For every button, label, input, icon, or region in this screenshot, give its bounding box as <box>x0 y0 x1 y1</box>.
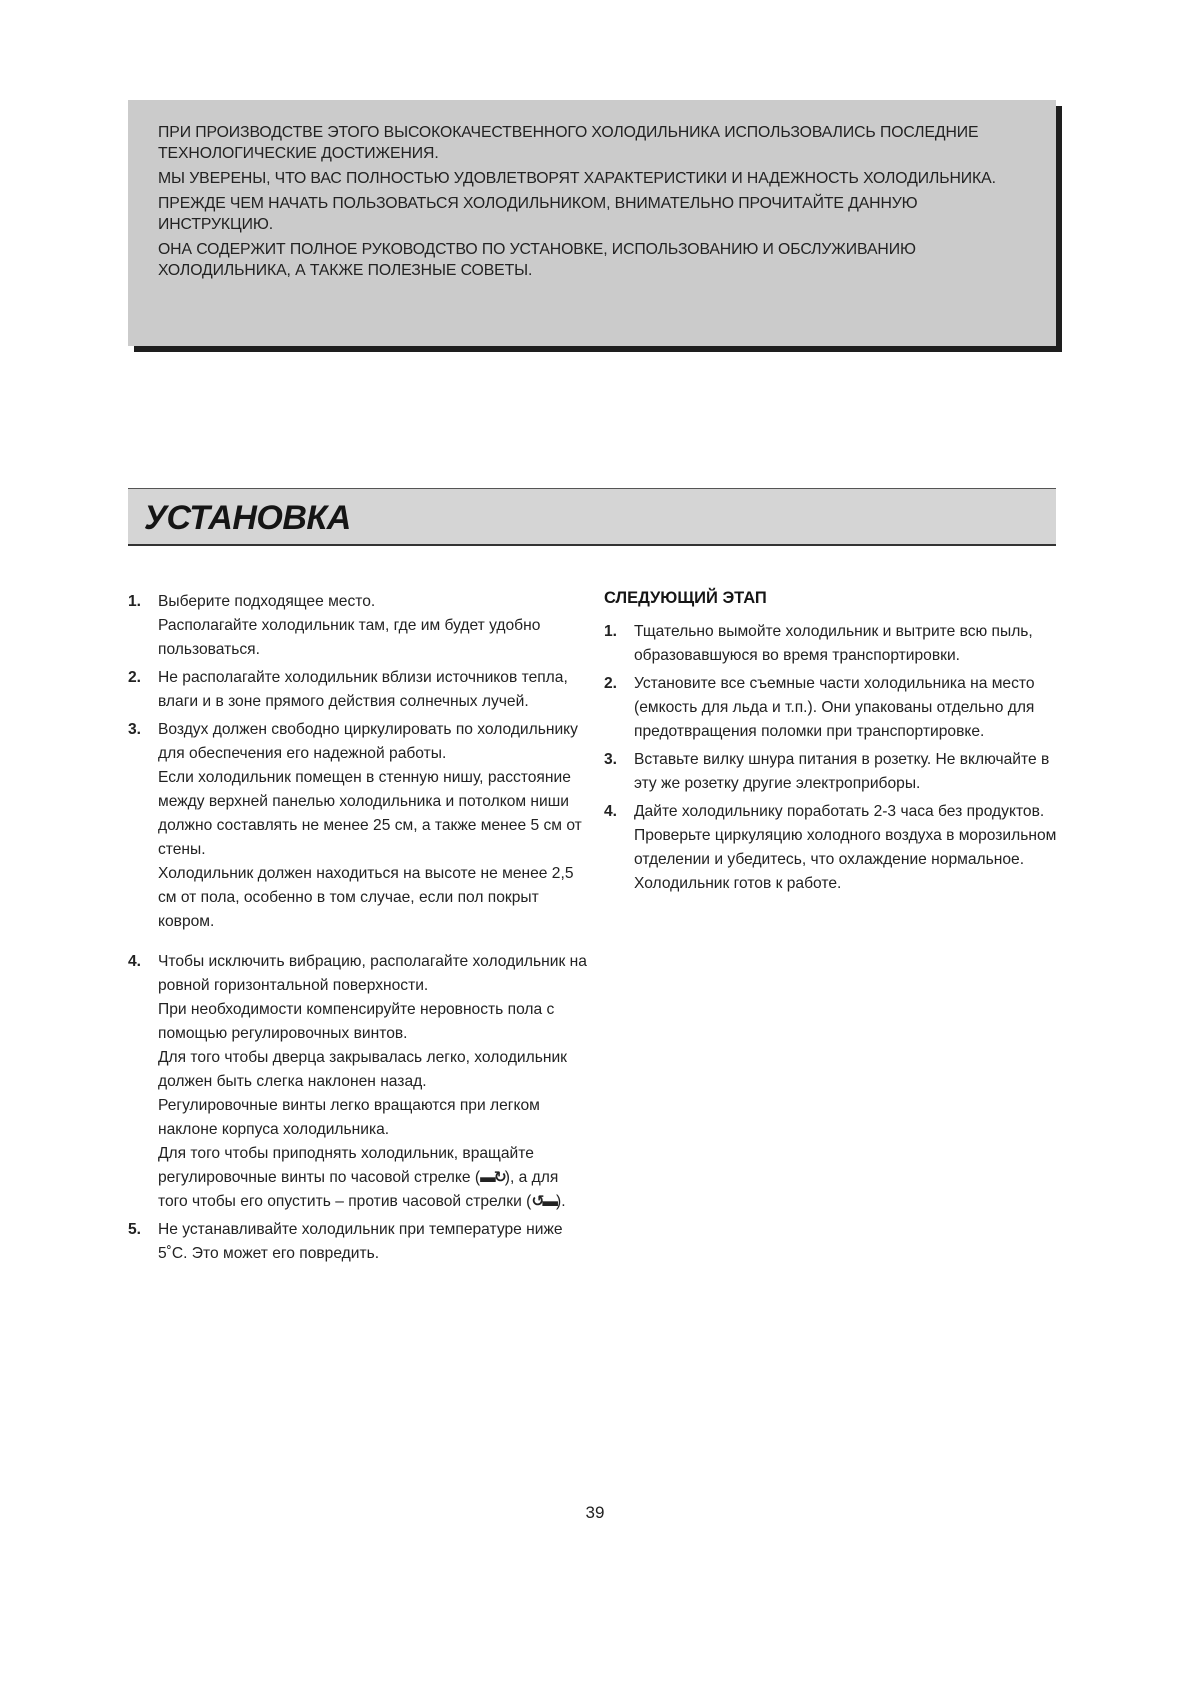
list-item <box>604 672 1064 744</box>
intro-paragraph: ПРЕЖДЕ ЧЕМ НАЧАТЬ ПОЛЬЗОВАТЬСЯ ХОЛОДИЛЬНИКОМ, ВНИМАТЕЛЬНО ПРОЧИТАЙТЕ ДАННУЮ ИНСТРУКЦИЮ. <box>158 195 918 233</box>
list-item <box>128 950 588 1214</box>
item-text: Вставьте вилку шнура питания в розетку. Не включайте в эту же розетку другие электроприборы. <box>634 751 1050 792</box>
intro-notice-box <box>128 100 1056 346</box>
item-text: Не устанавливайте холодильник при температуре ниже 5˚С. Это может его повредить. <box>158 1221 563 1262</box>
item-number: 1. <box>128 593 142 610</box>
item-text: Холодильник готов к работе. <box>634 875 842 892</box>
item-text: Холодильник должен находиться на высоте не менее 2,5 см от пола, особенно в том случае, если пол покрыт ковром. <box>158 865 574 930</box>
item-text: Воздух должен свободно циркулировать по холодильнику для обеспечения его надежной работы. <box>158 721 578 762</box>
item-text: Не располагайте холодильник вблизи источников тепла, влаги и в зоне прямого действия солнечных лучей. <box>158 669 568 710</box>
item-number: 3. <box>604 751 618 768</box>
section-header <box>128 488 1056 546</box>
intro-paragraph: ОНА СОДЕРЖИТ ПОЛНОЕ РУКОВОДСТВО ПО УСТАНОВКЕ, ИСПОЛЬЗОВАНИЮ И ОБСЛУЖИВАНИЮ ХОЛОДИЛЬНИКА, А ТАКЖЕ ПОЛЕЗНЫЕ СОВЕТЫ. <box>158 241 916 279</box>
list-item <box>128 666 588 714</box>
list-item <box>604 748 1064 796</box>
item-number: 2. <box>128 669 142 686</box>
list-item <box>604 800 1064 896</box>
installation-steps-column <box>128 590 588 1266</box>
item-text: Располагайте холодильник там, где им будет удобно пользоваться. <box>158 617 541 658</box>
item-text: Дайте холодильнику поработать 2-3 часа без продуктов. <box>634 803 1045 820</box>
item-number: 2. <box>604 675 618 692</box>
item-number: 4. <box>604 803 618 820</box>
item-text: При необходимости компенсируйте неровность пола с помощью регулировочных винтов. <box>158 1001 555 1042</box>
intro-paragraph: ПРИ ПРОИЗВОДСТВЕ ЭТОГО ВЫСОКОКАЧЕСТВЕННОГО ХОЛОДИЛЬНИКА ИСПОЛЬЗОВАЛИСЬ ПОСЛЕДНИЕ ТЕХНОЛОГИЧЕСКИЕ ДОСТИЖЕНИЯ. <box>158 124 979 162</box>
list-item <box>128 718 588 934</box>
item-number: 5. <box>128 1221 142 1238</box>
section-title: УСТАНОВКА <box>144 499 351 537</box>
item-number: 3. <box>128 721 142 738</box>
next-step-column <box>604 586 1064 896</box>
item-text: Если холодильник помещен в стенную нишу, расстояние между верхней панелью холодильника и потолком ниши должно составлять не менее 25 см, а также менее 5 см от стены. <box>158 769 582 858</box>
list-item <box>128 1218 588 1266</box>
item-number: 1. <box>604 623 618 640</box>
counterclockwise-arrow-icon: ↺▬ <box>531 1193 557 1210</box>
rotate-text-start: Для того чтобы приподнять холодильник, вращайте регулировочные винты по часовой стрелке ( <box>158 1145 534 1186</box>
item-text: Тщательно вымойте холодильник и вытрите всю пыль, образовавшуюся во время транспортировки. <box>634 623 1033 664</box>
item-number: 4. <box>128 953 142 970</box>
next-step-title: СЛЕДУЮЩИЙ ЭТАП <box>604 589 767 607</box>
item-text: Регулировочные винты легко вращаются при легком наклоне корпуса холодильника. <box>158 1097 540 1138</box>
item-text: Проверьте циркуляцию холодного воздуха в морозильном отделении и убедитесь, что охлаждение нормальное. <box>634 827 1057 868</box>
item-text: Установите все съемные части холодильника на место (емкость для льда и т.п.). Они упакованы отдельно для предотвращения поломки при транспортировке. <box>634 675 1035 740</box>
intro-paragraph: МЫ УВЕРЕНЫ, ЧТО ВАС ПОЛНОСТЬЮ УДОВЛЕТВОРЯТ ХАРАКТЕРИСТИКИ И НАДЕЖНОСТЬ ХОЛОДИЛЬНИКА. <box>158 170 996 187</box>
rotate-text-end: ). <box>556 1193 566 1210</box>
rotate-text-mid: ), а для того чтобы его опустить – против часовой стрелки ( <box>158 1169 559 1210</box>
clockwise-arrow-icon: ▬↻ <box>480 1169 505 1186</box>
item-text: Для того чтобы дверца закрывалась легко, холодильник должен быть слегка наклонен назад. <box>158 1049 568 1090</box>
item-text <box>158 1142 588 1214</box>
page-number: 39 <box>585 1503 605 1522</box>
list-item <box>604 620 1064 668</box>
list-item <box>128 590 588 662</box>
item-text: Чтобы исключить вибрацию, располагайте холодильник на ровной горизонтальной поверхности. <box>158 953 587 994</box>
item-text: Выберите подходящее место. <box>158 593 376 610</box>
